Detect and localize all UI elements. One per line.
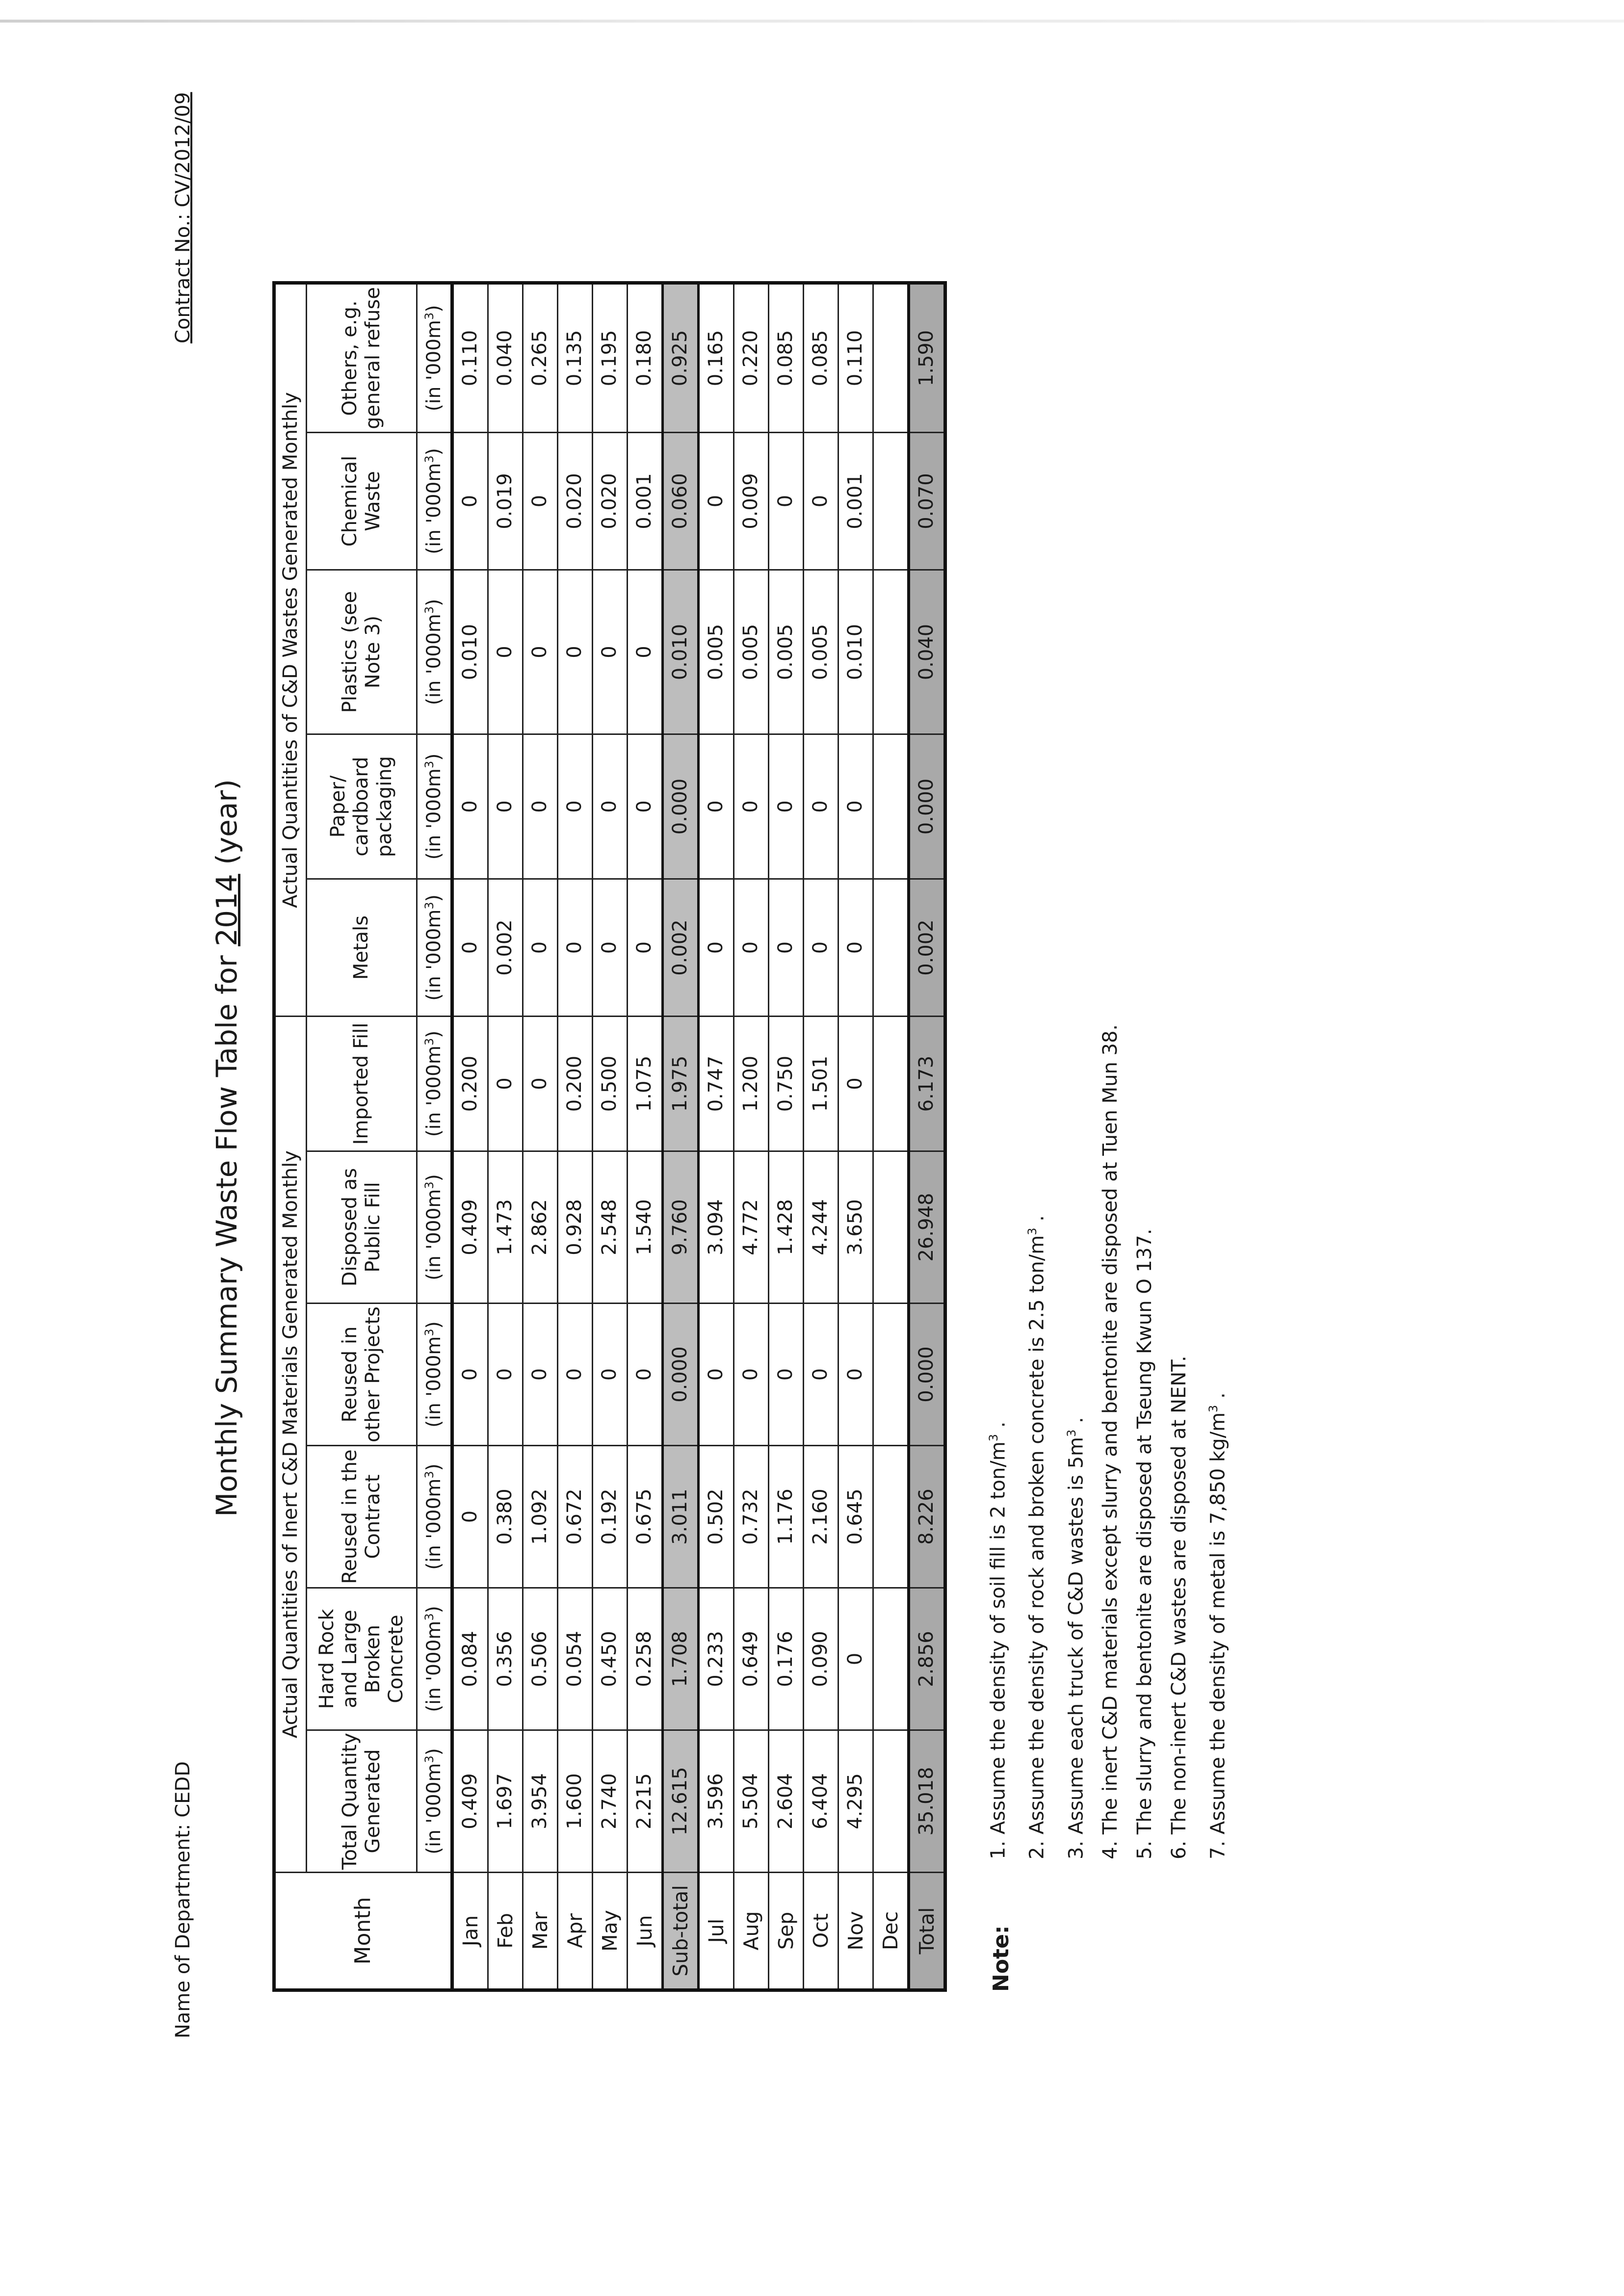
unit-prefix: (in '000m — [422, 1189, 445, 1280]
table-row — [909, 283, 945, 1990]
note-tail: . — [987, 1421, 1010, 1434]
value-cell: 0 — [768, 734, 803, 879]
value-cell: 0 — [627, 879, 662, 1017]
title-year: 2014 — [210, 874, 243, 946]
unit-cell — [417, 1017, 452, 1151]
unit-superscript: 3 — [422, 1613, 436, 1621]
unit-prefix: (in '000m — [422, 1045, 445, 1137]
notes-list — [976, 1024, 1235, 1859]
value-cell: 26.948 — [909, 1151, 945, 1304]
value-cell: 0 — [452, 1304, 488, 1446]
unit-suffix: ) — [422, 753, 445, 761]
table-body — [452, 283, 945, 1990]
value-cell: 0.010 — [838, 570, 873, 734]
note-text: 6. The non-inert C&D wastes are disposed at NENT. — [1167, 1356, 1190, 1859]
value-cell: 0.649 — [733, 1588, 768, 1730]
value-cell: 2.215 — [627, 1730, 662, 1873]
value-cell: 0 — [838, 1017, 873, 1151]
note-item — [1054, 1024, 1093, 1859]
month-cell: Jun — [627, 1873, 662, 1990]
table-row — [768, 283, 803, 1990]
value-cell: 1.428 — [768, 1151, 803, 1304]
value-cell: 0 — [627, 1304, 662, 1446]
unit-suffix: ) — [422, 1606, 445, 1614]
unit-prefix: (in '000m — [422, 1336, 445, 1428]
value-cell: 0.020 — [557, 433, 592, 570]
table-row — [662, 283, 698, 1990]
value-cell — [873, 570, 909, 734]
value-cell: 0 — [838, 734, 873, 879]
group-header-row — [274, 283, 307, 1990]
value-cell: 0.502 — [698, 1446, 733, 1588]
value-cell: 4.772 — [733, 1151, 768, 1304]
month-cell: Jan — [452, 1873, 488, 1990]
unit-suffix: ) — [422, 1030, 445, 1038]
value-cell: 0.085 — [803, 283, 838, 432]
value-cell: 0.090 — [803, 1588, 838, 1730]
value-cell: 0 — [698, 433, 733, 570]
unit-prefix: (in '000m — [422, 768, 445, 860]
value-cell: 0.060 — [662, 433, 698, 570]
table-row — [488, 283, 523, 1990]
unit-suffix: ) — [422, 1463, 445, 1471]
value-cell: 0.176 — [768, 1588, 803, 1730]
note-tail: . — [1025, 1215, 1048, 1228]
unit-cell — [417, 879, 452, 1017]
column-header: Paper/ cardboard packaging — [307, 734, 417, 879]
column-header: Total Quantity Generated — [307, 1730, 417, 1873]
value-cell: 1.075 — [627, 1017, 662, 1151]
month-cell: Apr — [557, 1873, 592, 1990]
value-cell: 0 — [452, 879, 488, 1017]
value-cell: 0.925 — [662, 283, 698, 432]
value-cell: 0 — [698, 1304, 733, 1446]
table-row — [523, 283, 558, 1990]
value-cell: 0.002 — [488, 879, 523, 1017]
value-cell: 12.615 — [662, 1730, 698, 1873]
value-cell: 0.192 — [592, 1446, 627, 1588]
value-cell: 0.200 — [557, 1017, 592, 1151]
value-cell: 0.750 — [768, 1017, 803, 1151]
value-cell: 0.001 — [838, 433, 873, 570]
unit-cell — [417, 734, 452, 879]
note-text: 7. Assume the density of metal is 7,850 kg/m — [1206, 1412, 1230, 1859]
value-cell: 1.975 — [662, 1017, 698, 1151]
value-cell: 0.019 — [488, 433, 523, 570]
unit-superscript: 3 — [422, 312, 436, 320]
column-header: Reused in other Projects — [307, 1304, 417, 1446]
note-text: 5. The slurry and bentonite are disposed at Tseung Kwun O 137. — [1133, 1228, 1156, 1859]
unit-superscript: 3 — [422, 902, 436, 910]
table-row — [592, 283, 627, 1990]
note-superscript: 3 — [1025, 1227, 1040, 1235]
value-cell: 0.005 — [803, 570, 838, 734]
value-cell: 0.085 — [768, 283, 803, 432]
value-cell: 0.054 — [557, 1588, 592, 1730]
value-cell: 0.409 — [452, 1151, 488, 1304]
note-item — [976, 1024, 1015, 1859]
value-cell: 0.005 — [733, 570, 768, 734]
value-cell: 0 — [488, 1304, 523, 1446]
value-cell: 0.005 — [698, 570, 733, 734]
value-cell: 0.010 — [452, 570, 488, 734]
value-cell: 4.295 — [838, 1730, 873, 1873]
value-cell: 0.010 — [662, 570, 698, 734]
department-label: Name of Department: CEDD — [172, 1761, 194, 2038]
value-cell: 0 — [592, 570, 627, 734]
note-superscript: 3 — [1064, 1429, 1078, 1437]
month-cell: Total — [909, 1873, 945, 1990]
column-header: Plastics (see Note 3) — [307, 570, 417, 734]
value-cell: 0.110 — [838, 283, 873, 432]
value-cell: 0 — [523, 1017, 558, 1151]
unit-cell — [417, 1588, 452, 1730]
table-row — [873, 283, 909, 1990]
value-cell: 0.356 — [488, 1588, 523, 1730]
unit-cell — [417, 1304, 452, 1446]
value-cell: 5.504 — [733, 1730, 768, 1873]
value-cell: 1.697 — [488, 1730, 523, 1873]
note-item — [1093, 1024, 1127, 1859]
value-cell: 0 — [452, 433, 488, 570]
value-cell: 0 — [768, 1304, 803, 1446]
value-cell: 35.018 — [909, 1730, 945, 1873]
value-cell: 2.856 — [909, 1588, 945, 1730]
value-cell: 0.005 — [768, 570, 803, 734]
value-cell: 0.135 — [557, 283, 592, 432]
value-cell: 0 — [768, 433, 803, 570]
value-cell: 0.258 — [627, 1588, 662, 1730]
unit-superscript: 3 — [422, 1181, 436, 1189]
table-row — [698, 283, 733, 1990]
note-item — [1196, 1024, 1235, 1859]
unit-cell — [417, 570, 452, 734]
value-cell: 0 — [803, 433, 838, 570]
value-cell: 2.740 — [592, 1730, 627, 1873]
table-row — [838, 283, 873, 1990]
value-cell: 0 — [557, 879, 592, 1017]
value-cell: 2.548 — [592, 1151, 627, 1304]
value-cell: 0.002 — [662, 879, 698, 1017]
note-tail: . — [1064, 1417, 1087, 1430]
unit-prefix: (in '000m — [422, 1478, 445, 1570]
value-cell: 0.409 — [452, 1730, 488, 1873]
value-cell: 1.708 — [662, 1588, 698, 1730]
value-cell: 1.176 — [768, 1446, 803, 1588]
unit-cell — [417, 433, 452, 570]
column-header: Chemical Waste — [307, 433, 417, 570]
column-header: Reused in the Contract — [307, 1446, 417, 1588]
unit-superscript: 3 — [422, 1471, 436, 1479]
note-item — [1015, 1024, 1054, 1859]
column-header: Disposed as Public Fill — [307, 1151, 417, 1304]
contract-number: Contract No.: CV/2012/09 — [172, 92, 194, 343]
value-cell: 0 — [523, 1304, 558, 1446]
note-text: 4. The inert C&D materials except slurry and bentonite are disposed at Tuen Mun 38. — [1099, 1024, 1122, 1859]
unit-cell — [417, 283, 452, 432]
unit-row — [417, 283, 452, 1990]
month-cell: Oct — [803, 1873, 838, 1990]
value-cell: 0 — [627, 570, 662, 734]
month-header: Month — [274, 1873, 452, 1990]
value-cell: 0 — [768, 879, 803, 1017]
value-cell — [873, 283, 909, 432]
value-cell — [873, 1588, 909, 1730]
value-cell: 0 — [557, 734, 592, 879]
month-cell: May — [592, 1873, 627, 1990]
value-cell — [873, 1017, 909, 1151]
unit-superscript: 3 — [422, 1755, 436, 1763]
value-cell — [873, 1151, 909, 1304]
value-cell: 2.862 — [523, 1151, 558, 1304]
value-cell: 1.540 — [627, 1151, 662, 1304]
month-cell: Feb — [488, 1873, 523, 1990]
value-cell: 0 — [838, 1304, 873, 1446]
value-cell: 0 — [523, 734, 558, 879]
value-cell: 0.110 — [452, 283, 488, 432]
group-inert-header: Actual Quantities of Inert C&D Materials Generated Monthly — [274, 1017, 307, 1873]
table-row — [627, 283, 662, 1990]
value-cell: 0 — [803, 879, 838, 1017]
value-cell: 3.596 — [698, 1730, 733, 1873]
unit-prefix: (in '000m — [422, 1763, 445, 1854]
value-cell: 1.600 — [557, 1730, 592, 1873]
unit-suffix: ) — [422, 448, 445, 456]
value-cell: 0.040 — [909, 570, 945, 734]
group-noninert-header: Actual Quantities of C&D Wastes Generated Monthly — [274, 283, 307, 1016]
month-cell: Aug — [733, 1873, 768, 1990]
value-cell — [873, 433, 909, 570]
value-cell: 0 — [592, 734, 627, 879]
value-cell: 0.928 — [557, 1151, 592, 1304]
unit-superscript: 3 — [422, 606, 436, 614]
value-cell: 0 — [838, 879, 873, 1017]
note-label: Note: — [989, 1925, 1014, 1992]
value-cell: 0.180 — [627, 283, 662, 432]
month-cell: Nov — [838, 1873, 873, 1990]
value-cell: 1.200 — [733, 1017, 768, 1151]
value-cell: 3.954 — [523, 1730, 558, 1873]
unit-prefix: (in '000m — [422, 463, 445, 554]
column-header: Imported Fill — [307, 1017, 417, 1151]
unit-suffix: ) — [422, 1321, 445, 1329]
unit-superscript: 3 — [422, 455, 436, 463]
month-cell: Dec — [873, 1873, 909, 1990]
value-cell: 0.009 — [733, 433, 768, 570]
unit-prefix: (in '000m — [422, 909, 445, 1001]
value-cell: 0.001 — [627, 433, 662, 570]
value-cell: 0 — [592, 1304, 627, 1446]
value-cell: 0 — [488, 734, 523, 879]
page-title — [210, 0, 243, 2296]
value-cell: 3.094 — [698, 1151, 733, 1304]
month-cell: Sep — [768, 1873, 803, 1990]
value-cell: 6.404 — [803, 1730, 838, 1873]
value-cell: 0 — [452, 734, 488, 879]
value-cell: 6.173 — [909, 1017, 945, 1151]
value-cell: 0.000 — [662, 734, 698, 879]
value-cell: 0 — [838, 1588, 873, 1730]
unit-superscript: 3 — [422, 760, 436, 769]
unit-cell — [417, 1151, 452, 1304]
value-cell: 1.473 — [488, 1151, 523, 1304]
value-cell: 0 — [698, 879, 733, 1017]
value-cell: 0.450 — [592, 1588, 627, 1730]
unit-suffix: ) — [422, 305, 445, 313]
value-cell: 0 — [627, 734, 662, 879]
value-cell: 0 — [592, 879, 627, 1017]
value-cell: 3.011 — [662, 1446, 698, 1588]
unit-superscript: 3 — [422, 1329, 436, 1336]
value-cell: 0.070 — [909, 433, 945, 570]
value-cell: 0.747 — [698, 1017, 733, 1151]
value-cell — [873, 1730, 909, 1873]
value-cell: 0 — [523, 879, 558, 1017]
column-header: Metals — [307, 879, 417, 1017]
column-header: Hard Rock and Large Broken Concrete — [307, 1588, 417, 1730]
value-cell: 0 — [557, 1304, 592, 1446]
value-cell: 0.675 — [627, 1446, 662, 1588]
value-cell: 0.040 — [488, 283, 523, 432]
value-cell: 0.195 — [592, 283, 627, 432]
unit-cell — [417, 1446, 452, 1588]
value-cell — [873, 734, 909, 879]
value-cell: 0.506 — [523, 1588, 558, 1730]
table-row — [452, 283, 488, 1990]
note-text: 3. Assume each truck of C&D wastes is 5m — [1064, 1437, 1087, 1859]
month-cell: Jul — [698, 1873, 733, 1990]
value-cell: 0 — [803, 734, 838, 879]
table-row — [733, 283, 768, 1990]
value-cell: 0 — [733, 1304, 768, 1446]
title-prefix: Monthly Summary Waste Flow Table for — [210, 946, 243, 1517]
unit-prefix: (in '000m — [422, 1620, 445, 1712]
note-superscript: 3 — [987, 1434, 1000, 1442]
value-cell — [873, 879, 909, 1017]
note-text: 2. Assume the density of rock and broken concrete is 2.5 ton/m — [1025, 1235, 1048, 1859]
value-cell: 0.165 — [698, 283, 733, 432]
value-cell: 0 — [557, 570, 592, 734]
unit-suffix: ) — [422, 1174, 445, 1182]
value-cell: 0 — [523, 570, 558, 734]
unit-cell — [417, 1730, 452, 1873]
value-cell: 9.760 — [662, 1151, 698, 1304]
value-cell: 2.160 — [803, 1446, 838, 1588]
value-cell: 0.000 — [662, 1304, 698, 1446]
unit-superscript: 3 — [422, 1038, 436, 1046]
value-cell: 0.380 — [488, 1446, 523, 1588]
value-cell: 0.645 — [838, 1446, 873, 1588]
value-cell: 1.092 — [523, 1446, 558, 1588]
value-cell: 0.084 — [452, 1588, 488, 1730]
value-cell: 2.604 — [768, 1730, 803, 1873]
value-cell: 0 — [488, 570, 523, 734]
value-cell: 0.732 — [733, 1446, 768, 1588]
value-cell — [873, 1446, 909, 1588]
unit-prefix: (in '000m — [422, 320, 445, 412]
value-cell: 1.501 — [803, 1017, 838, 1151]
value-cell: 0.265 — [523, 283, 558, 432]
table-row — [557, 283, 592, 1990]
value-cell: 4.244 — [803, 1151, 838, 1304]
month-cell: Mar — [523, 1873, 558, 1990]
unit-suffix: ) — [422, 894, 445, 902]
value-cell: 0.000 — [909, 734, 945, 879]
month-cell: Sub-total — [662, 1873, 698, 1990]
note-text: 1. Assume the density of soil fill is 2 ton/m — [987, 1441, 1010, 1859]
value-cell: 0.200 — [452, 1017, 488, 1151]
column-header-row — [307, 283, 417, 1990]
value-cell: 0.002 — [909, 879, 945, 1017]
value-cell: 0.233 — [698, 1588, 733, 1730]
note-item — [1127, 1024, 1162, 1859]
unit-suffix: ) — [422, 599, 445, 606]
title-suffix: (year) — [210, 779, 243, 874]
value-cell: 0 — [803, 1304, 838, 1446]
column-header: Others, e.g. general refuse — [307, 283, 417, 432]
note-superscript: 3 — [1206, 1405, 1220, 1412]
value-cell: 0 — [733, 879, 768, 1017]
waste-flow-table — [272, 281, 947, 1992]
value-cell: 1.590 — [909, 283, 945, 432]
value-cell: 0 — [523, 433, 558, 570]
value-cell: 3.650 — [838, 1151, 873, 1304]
unit-prefix: (in '000m — [422, 614, 445, 705]
value-cell — [873, 1304, 909, 1446]
note-item — [1162, 1024, 1196, 1859]
value-cell: 0 — [698, 734, 733, 879]
note-tail: . — [1206, 1392, 1230, 1405]
value-cell: 8.226 — [909, 1446, 945, 1588]
value-cell: 0.500 — [592, 1017, 627, 1151]
value-cell: 0.672 — [557, 1446, 592, 1588]
value-cell: 0 — [733, 734, 768, 879]
value-cell: 0 — [452, 1446, 488, 1588]
table-row — [803, 283, 838, 1990]
value-cell: 0.220 — [733, 283, 768, 432]
unit-suffix: ) — [422, 1748, 445, 1756]
value-cell: 0 — [488, 1017, 523, 1151]
value-cell: 0.000 — [909, 1304, 945, 1446]
value-cell: 0.020 — [592, 433, 627, 570]
